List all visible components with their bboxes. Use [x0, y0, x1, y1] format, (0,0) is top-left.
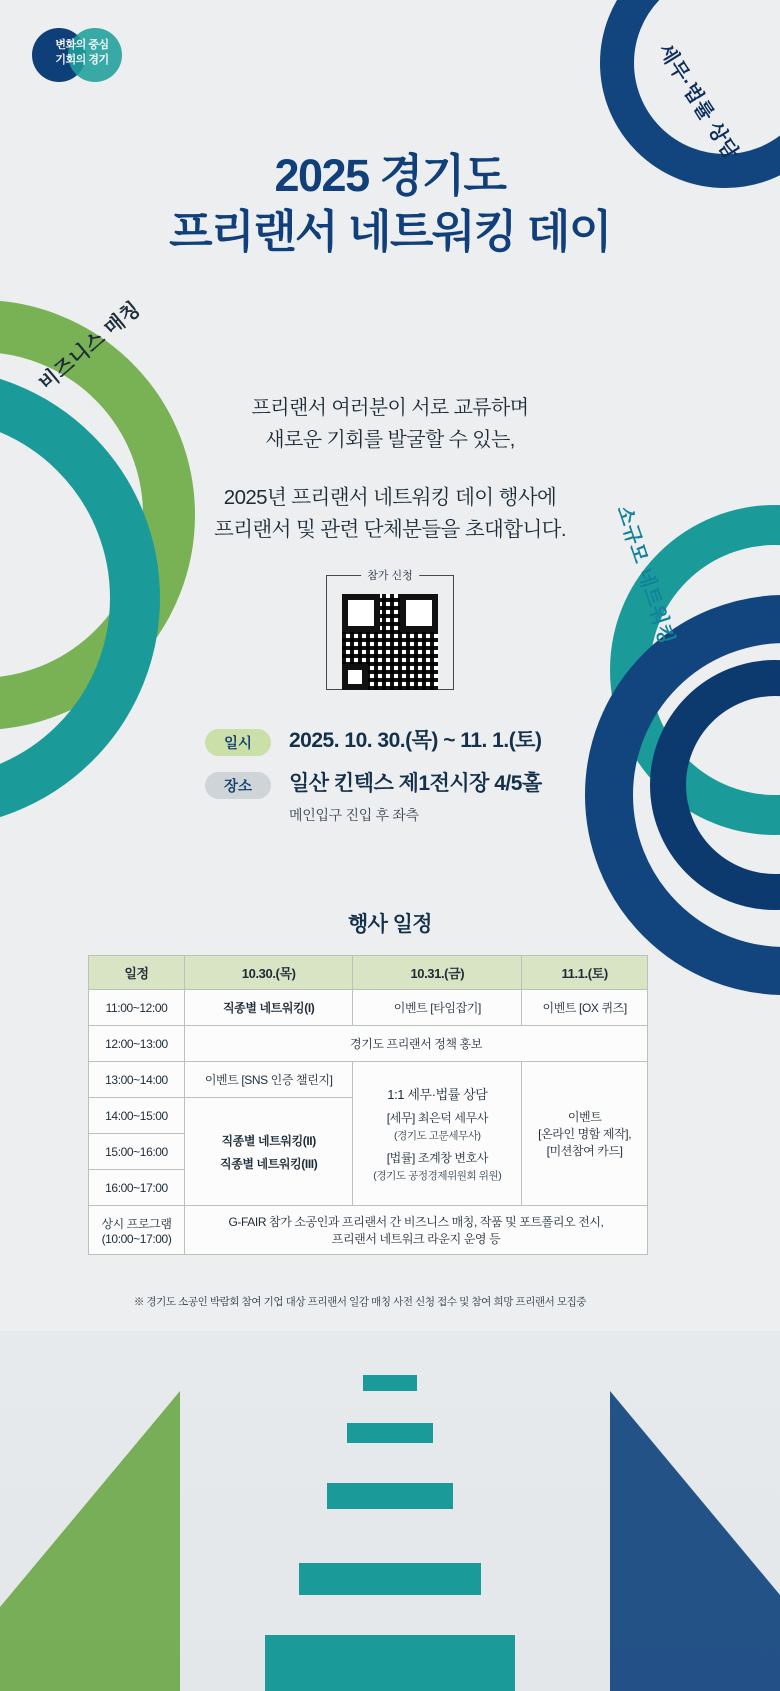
intro-p2-line2: 프리랜서 및 관련 단체분들을 초대합니다. — [214, 518, 566, 541]
title-line1: 2025 경기도 — [274, 150, 506, 201]
logo-text-line2: 기회의 경기 — [55, 54, 109, 66]
row-time-1200: 12:00~13:00 — [89, 1026, 185, 1062]
road-dash-3 — [327, 1483, 453, 1509]
qr-frame — [326, 570, 454, 690]
road-graphic — [0, 1331, 780, 1691]
event-date-row — [205, 727, 625, 756]
road-dash-4 — [299, 1563, 481, 1595]
cell-consulting-block — [353, 1062, 522, 1206]
row-time-1600: 16:00~17:00 — [89, 1170, 185, 1206]
intro-text — [0, 392, 780, 546]
date-value: 2025. 10. 30.(목) ~ 11. 1.(토) — [289, 729, 542, 752]
consulting-item2-name: [법률] 조계창 변호사 — [386, 1151, 488, 1165]
table-row — [89, 1062, 648, 1098]
schedule-col-header-2: 10.31.(금) — [353, 956, 522, 990]
table-row — [89, 990, 648, 1026]
road-side-navy — [610, 1391, 780, 1691]
qr-code-image[interactable] — [342, 594, 438, 690]
schedule-table — [88, 955, 648, 1255]
side-label-tax: 세무·법률 상담 — [653, 39, 743, 164]
title-line2: 프리랜서 네트워킹 데이 — [169, 206, 611, 257]
road-side-green — [0, 1391, 180, 1691]
job-networking-line2: 직종별 네트워킹(III) — [220, 1156, 318, 1171]
place-value: 일산 킨텍스 제1전시장 4/5홀 — [289, 772, 542, 795]
side-label-networking: 소규모 네트워킹 — [612, 503, 679, 648]
event-info — [205, 727, 625, 843]
consulting-heading: 1:1 세무·법률 상담 — [387, 1087, 488, 1102]
place-sub: 메인입구 진입 후 좌측 — [289, 807, 419, 823]
row-time-1300: 13:00~14:00 — [89, 1062, 185, 1098]
cell-fri-1100: 이벤트 [타임잡기] — [353, 990, 522, 1026]
road-dash-1 — [363, 1375, 417, 1391]
consulting-item2-sub: (경기도 공정경제위원회 위원) — [373, 1170, 502, 1182]
schedule-note: ※ 경기도 소공인 박람회 참여 기업 대상 프리랜서 일감 매칭 사전 신청 접수 및 참여 희망 프리랜서 모집중 — [133, 1296, 587, 1308]
gyeonggi-logo — [28, 22, 132, 88]
sat-event-line1: 이벤트 — [567, 1110, 602, 1124]
row-time-1500: 15:00~16:00 — [89, 1134, 185, 1170]
place-label-badge: 장소 — [205, 772, 271, 799]
job-networking-line1: 직종별 네트워킹(II) — [221, 1133, 316, 1148]
cell-thu-1100: 직종별 네트워킹(I) — [185, 990, 353, 1026]
cell-thu-1300: 이벤트 [SNS 인증 챌린지] — [185, 1062, 353, 1098]
intro-p1-line2: 새로운 기회를 발굴할 수 있는, — [265, 429, 515, 451]
date-label-badge: 일시 — [205, 729, 271, 756]
consulting-item1-sub: (경기도 고문세무사) — [394, 1130, 481, 1142]
registration-qr[interactable] — [326, 570, 454, 690]
schedule-col-header-1: 10.30.(목) — [185, 956, 353, 990]
table-row — [89, 1026, 648, 1062]
always-value-line1: G-FAIR 참가 소공인과 프리랜서 간 비즈니스 매칭, 작품 및 포트폴리오 전시, — [228, 1215, 604, 1229]
logo-text-line1: 변화의 중심 — [55, 39, 109, 51]
road-dash-5 — [265, 1635, 515, 1691]
road-dash-2 — [347, 1423, 433, 1443]
always-label-line1: 상시 프로그램 — [101, 1216, 172, 1231]
schedule-title: 행사 일정 — [348, 913, 432, 936]
always-value-line2: 프리랜서 네트워크 라운지 운영 등 — [331, 1232, 501, 1246]
always-label-line2: (10:00~17:00) — [101, 1231, 172, 1246]
logo-text — [42, 38, 122, 68]
row-always-program-label — [89, 1206, 185, 1255]
consulting-item1-name: [세무] 최은덕 세무사 — [386, 1111, 488, 1125]
schedule-col-header-0: 일정 — [89, 956, 185, 990]
cell-always-program — [185, 1206, 648, 1255]
schedule-col-header-3: 11.1.(토) — [522, 956, 648, 990]
page-title — [0, 148, 780, 260]
schedule-header-row — [89, 956, 648, 990]
cell-saturday-event-block — [522, 1062, 648, 1206]
event-place-row — [205, 770, 625, 829]
cell-sat-1100: 이벤트 [OX 퀴즈] — [522, 990, 648, 1026]
cell-job-networking-block — [185, 1098, 353, 1206]
table-row — [89, 1206, 648, 1255]
qr-eye-bottom-left — [342, 664, 368, 690]
cell-policy-promotion: 경기도 프리랜서 정책 홍보 — [185, 1026, 648, 1062]
sat-event-line3: [미션참여 카드] — [546, 1144, 623, 1158]
row-time-1100: 11:00~12:00 — [89, 990, 185, 1026]
qr-caption: 참가 신청 — [361, 567, 419, 583]
row-time-1400: 14:00~15:00 — [89, 1098, 185, 1134]
side-label-business: 비즈니스 매칭 — [35, 297, 146, 396]
intro-p2 — [0, 482, 780, 546]
place-value-wrap — [289, 770, 542, 829]
intro-p2-line1: 2025년 프리랜서 네트워킹 데이 행사에 — [223, 486, 557, 509]
sat-event-line2: [온라인 명함 제작], — [538, 1127, 632, 1141]
intro-p1-line1: 프리랜서 여러분이 서로 교류하며 — [251, 397, 529, 419]
